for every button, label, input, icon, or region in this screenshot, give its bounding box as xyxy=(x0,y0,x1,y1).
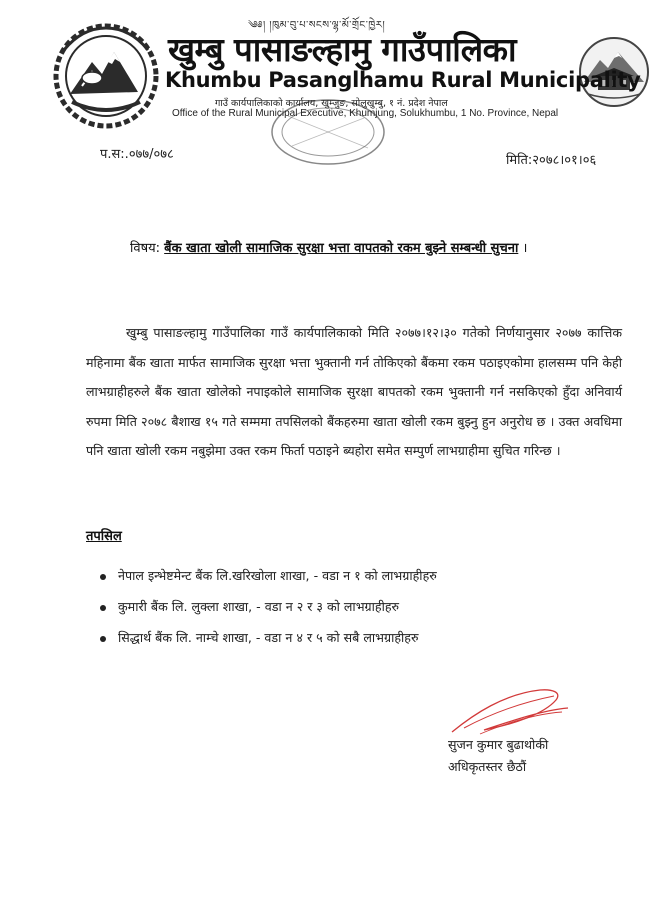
signatory-title: अधिकृतस्तर छैठौं xyxy=(448,759,527,774)
subject-end: । xyxy=(522,241,528,256)
municipality-title-nepali: खुम्बु पासाङल्हामु गाउँपालिका xyxy=(168,30,517,69)
letter-subject xyxy=(130,238,527,256)
office-address-nepali: गाउँ कार्यपालिकाको कार्यालय, खुम्जुङ, सोलुखुम्बु, १ नं. प्रदेश नेपाल xyxy=(215,98,448,109)
list-item xyxy=(100,560,437,591)
tibetan-motto: ༄༅། །ཁུམ་བུ་པ་སངས་ལྷ་མོ་གྲོང་ཁྱེར། xyxy=(248,20,386,31)
office-address-english: Office of the Rural Municipal Executive, Khumjung, Solukhumbu, 1 No. Province, Nepal xyxy=(172,108,559,119)
bank-entry: सिद्धार्थ बैंक लि. नाम्चे शाखा, - वडा न ४ र ५ को सबै लाभग्राहीहरु xyxy=(118,630,419,645)
subject-label: विषय: xyxy=(130,241,161,256)
bank-entry: कुमारी बैंक लि. लुक्ला शाखा, - वडा न २ र ३ को लाभग्राहीहरु xyxy=(118,599,400,614)
list-item xyxy=(100,591,437,622)
municipality-emblem-icon xyxy=(52,22,160,130)
list-item xyxy=(100,622,437,653)
signatory-name: सुजन कुमार बुढाथोकी xyxy=(448,737,549,752)
letter-body-text: खुम्बु पासाङल्हामु गाउँपालिका गाउँ कार्यपालिकाको मिति २०७७।१२।३० गतेको निर्णयानुसार २०७७ कात्तिक महिनामा बैंक खाता मार्फत सामाजिक सुरक्षा भत्ता भुक्तानी गर्न तोकिएको बैंकमा रकम पठाइएकोमा हालसम्म पनि केही लाभग्राहीहरुले बैंक खाता खोलेको नपाइकोले सामाजिक सुरक्षा बापतको रकम भुक्तानी गर्न नसकिएको हुँदा अनिवार्य रुपमा मिति २०७८ बैशाख १५ गते सम्ममा तपसिलको बैंकहरुमा खाता खोली रकम बुझ्नु हुन अनुरोध छ । उक्त अवधिमा पनि खाता खोली रकम नबुझेमा उक्त रकम फिर्ता पठाइने ब्यहोरा समेत सम्पुर्ण लाभग्राहीमा सुचित गरिन्छ । xyxy=(86,325,622,458)
letter-body xyxy=(86,318,622,466)
details-heading: तपसिल xyxy=(86,529,122,544)
bank-list xyxy=(100,560,437,653)
letter-date: मिति:२०७८।०१।०६ xyxy=(506,153,597,168)
bank-entry: नेपाल इन्भेष्टमेन्ट बैंक लि.खरिखोला शाखा, - वडा न १ को लाभग्राहीहरु xyxy=(118,568,437,583)
bullet-icon xyxy=(100,605,106,611)
bullet-icon xyxy=(100,636,106,642)
subject-text: बैंक खाता खोली सामाजिक सुरक्षा भत्ता वापतको रकम बुझ्ने सम्बन्धी सुचना xyxy=(164,241,519,256)
reference-number: प.स:.०७७/०७८ xyxy=(100,147,174,162)
bullet-icon xyxy=(100,574,106,580)
municipality-title-english: Khumbu Pasanglhamu Rural Municipality xyxy=(165,68,641,92)
handwritten-signature-icon xyxy=(444,684,574,742)
